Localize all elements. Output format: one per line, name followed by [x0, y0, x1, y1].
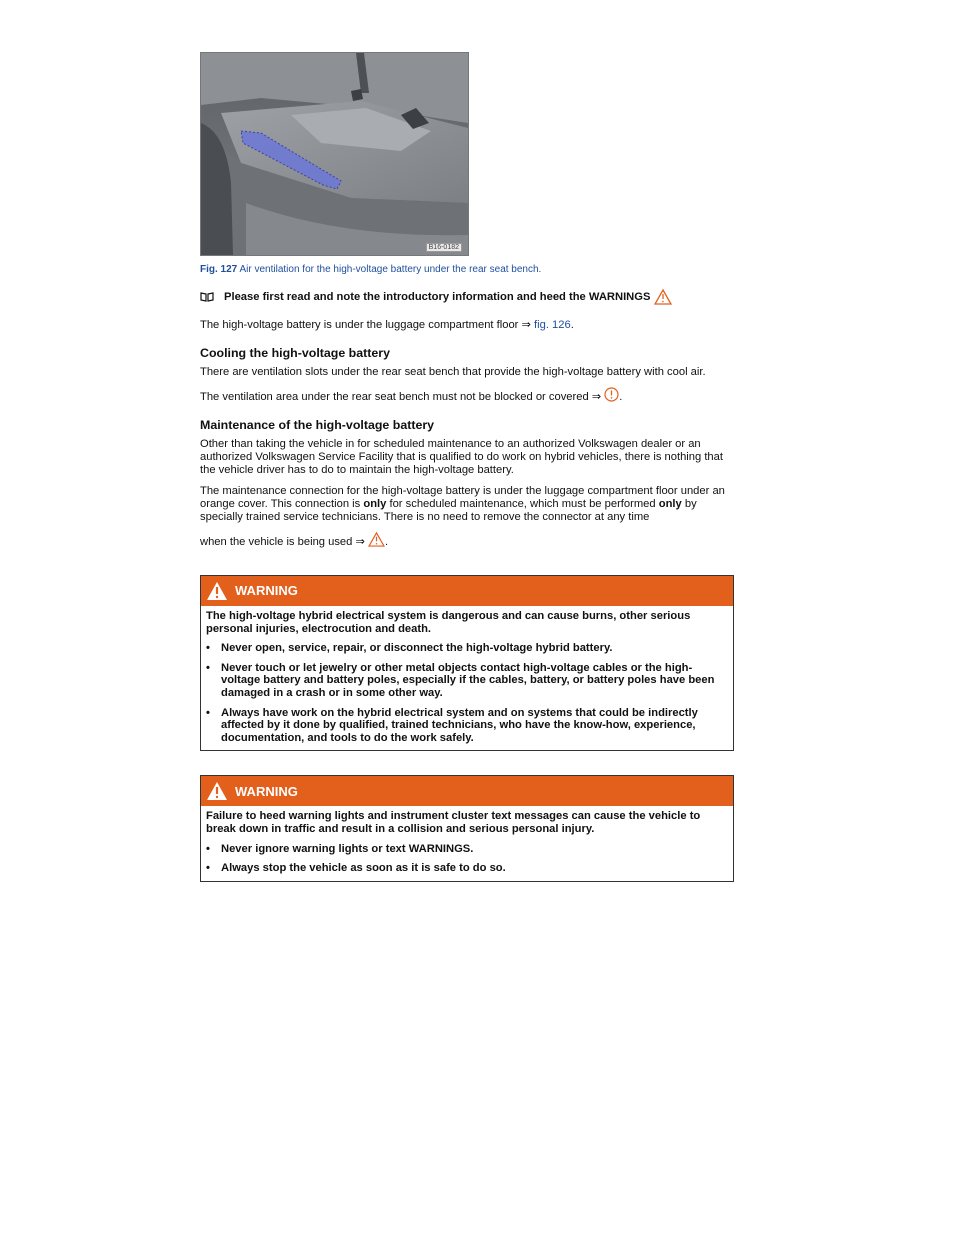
figure-caption-text: Air ventilation for the high-voltage battery under the rear seat bench. [239, 264, 542, 275]
warning-box-2 [200, 775, 734, 881]
figure-code-label: B16-0182 [426, 243, 462, 252]
manual-page [200, 52, 734, 882]
figure-caption-label: Fig. 127 [200, 264, 238, 275]
maintenance-p2-only-2: only [658, 498, 682, 511]
battery-location-period: . [570, 319, 574, 331]
rear-seat-illustration [201, 53, 468, 255]
bullet: • [206, 642, 210, 655]
warning-triangle-icon [206, 781, 228, 801]
warning-box-1-title: WARNING [235, 583, 298, 599]
list-item [206, 862, 727, 875]
list-item [206, 642, 727, 655]
maintenance-paragraph-2 [200, 485, 734, 525]
warning-box-1-body [201, 606, 733, 750]
cooling-paragraph-1: There are ventilation slots under the rear seat bench that provide the high-voltage battery with cool air. [200, 366, 706, 379]
caution-circle-icon[interactable] [604, 387, 619, 402]
list-item [206, 707, 727, 745]
maintenance-p2-c: for scheduled maintenance, which must be performed [386, 498, 659, 511]
maintenance-paragraph-1: Other than taking the vehicle in for scheduled maintenance to an authorized Volkswagen dealer or an authorized Volkswagen Service Facility that is qualified to do work on hybrid vehicles, there is nothing that the vehicle driver has to do to maintain the high-voltage battery. [200, 437, 723, 477]
list-item [206, 843, 727, 856]
cooling-heading: Cooling the high-voltage battery [200, 346, 390, 361]
cooling-paragraph-2: The ventilation area under the rear seat bench must not be blocked or covered ⇒ . [200, 387, 734, 404]
intro-text: Please first read and note the introductory information and heed the WARNINGS [224, 291, 651, 303]
warning-box-2-body [201, 806, 733, 880]
list-item [206, 662, 727, 700]
maintenance-p2-a: The maintenance connection for the high-voltage battery is under the luggage compartment floor under an orange cover. This connection is [200, 484, 725, 511]
warning-box-1-lead: The high-voltage hybrid electrical system is dangerous and can cause burns, other serious personal injuries, electrocution and death. [206, 609, 691, 635]
maintenance-paragraph-3: when the vehicle is being used ⇒ . [200, 532, 734, 549]
warning-box-1 [200, 575, 734, 751]
book-icon [200, 292, 214, 302]
warning-triangle-icon [206, 581, 228, 601]
maintenance-p2-e: by specially trained service technicians. There is no need to remove the connector at any time [200, 498, 697, 524]
maintenance-heading: Maintenance of the high-voltage battery [200, 417, 435, 432]
bullet: • [206, 706, 210, 719]
list-item-text: Never touch or let jewelry or other metal objects contact high-voltage cables or the high-voltage battery and battery poles, especially if the cables, battery, or battery poles have been damaged in a crash or in some other way. [221, 661, 715, 699]
rear-seat-figure [200, 52, 469, 256]
warning-box-2-header [201, 776, 733, 806]
cooling-paragraph-2-text: The ventilation area under the rear seat bench must not be blocked or covered ⇒ [200, 390, 602, 403]
warning-box-2-lead: Failure to heed warning lights and instrument cluster text messages can cause the vehicle to break down in traffic and result in a collision and serious personal injury. [206, 810, 701, 835]
maintenance-p2-only-1: only [363, 498, 387, 511]
intro-note [200, 289, 734, 305]
warning-triangle-icon[interactable] [654, 289, 672, 305]
list-item-text: Always stop the vehicle as soon as it is safe to do so. [221, 862, 506, 875]
list-item-text: Always have work on the hybrid electrical system and on systems that could be indirectly affected by it done by qualified, trained technicians, who have the know-how, experience, documentation, and tools to do the work safely. [221, 706, 698, 744]
bullet: • [206, 842, 210, 855]
battery-location-sentence: The high-voltage battery is under the luggage compartment floor ⇒ [200, 319, 531, 331]
maintenance-p3-text: when the vehicle is being used ⇒ [200, 535, 365, 548]
bullet: • [206, 862, 210, 875]
list-item-text: Never open, service, repair, or disconnect the high-voltage hybrid battery. [221, 642, 613, 655]
warning-triangle-icon[interactable] [368, 532, 385, 547]
figure-caption [200, 264, 734, 275]
warning-box-2-title: WARNING [235, 783, 298, 799]
fig-126-link[interactable]: fig. 126 [534, 319, 571, 331]
warning-box-1-header [201, 576, 733, 606]
bullet: • [206, 661, 210, 674]
battery-location-text [200, 319, 734, 332]
list-item-text: Never ignore warning lights or text WARNINGS. [221, 842, 474, 855]
